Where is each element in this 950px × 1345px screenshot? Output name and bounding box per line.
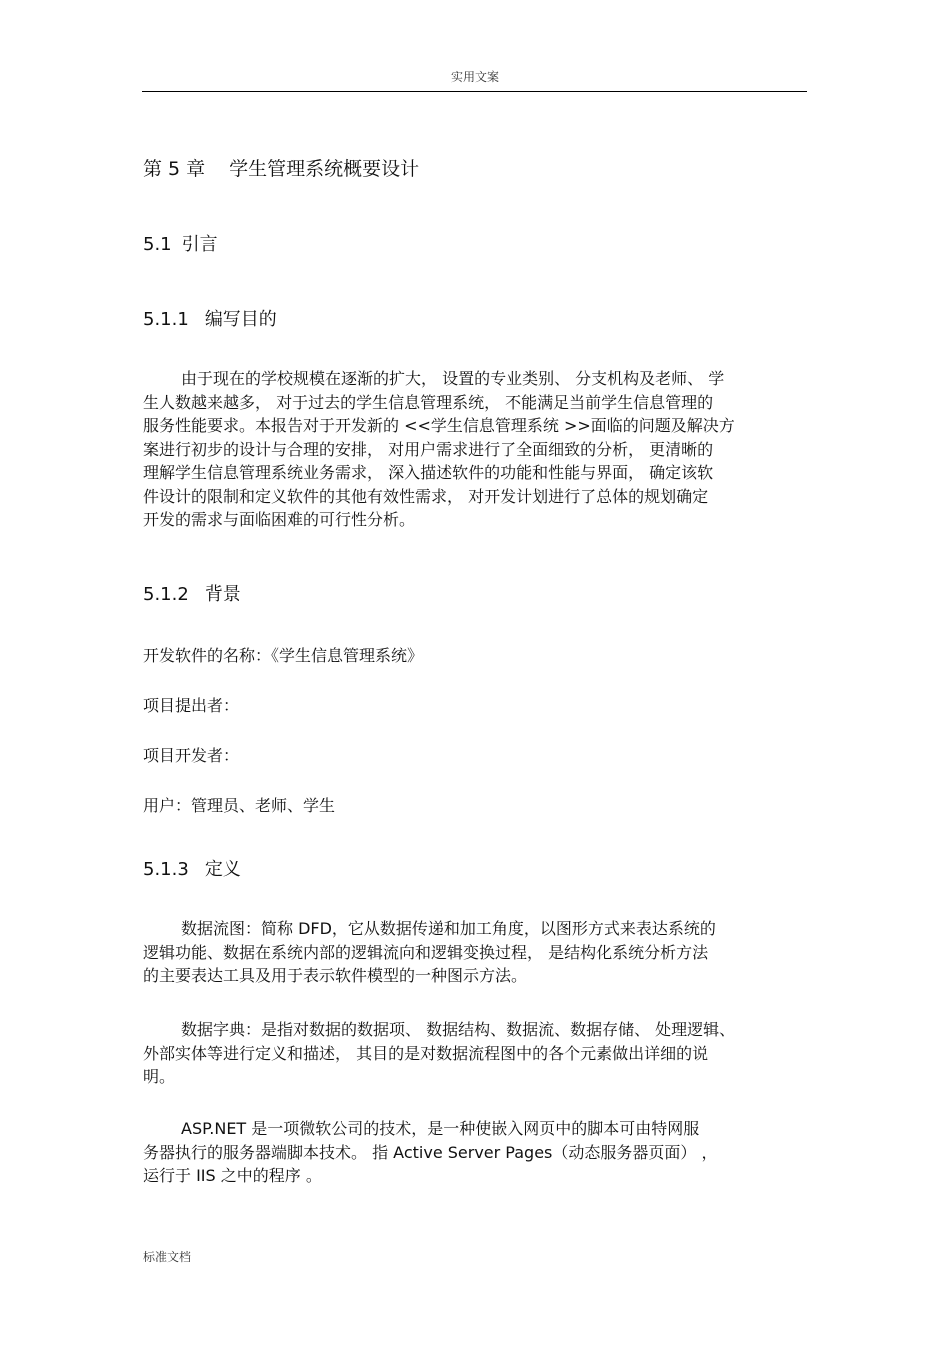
proposer-field: 项目提出者： [143,696,240,715]
paragraph-line: 的主要表达工具及用于表示软件模型的一种图示方法。 [143,966,528,985]
paragraph-line: 数据流图：简称 DFD，它从数据传递和加工角度，以图形方式来表达系统的 [181,919,716,938]
paragraph-line: 开发的需求与面临困难的可行性分析。 [143,510,416,529]
aspnet-definition [143,1117,807,1188]
paragraph-line: 逻辑功能、数据在系统内部的逻辑流向和逻辑变换过程， 是结构化系统分析方法 [143,942,709,962]
data-dictionary-definition [143,1018,807,1089]
section-title: 定义 [204,859,241,880]
section-number: 5.1.1 [143,309,189,330]
section-title: 背景 [204,584,241,605]
section-number: 5.1 [143,234,172,255]
chapter-number: 第 5 章 [143,158,206,180]
dfd-definition [143,917,807,988]
page-footer: 标准文档 [143,1250,192,1264]
paragraph-line: 服务性能要求。本报告对于开发新的 <<学生信息管理系统 >>面临的问题及解决方 [143,416,735,435]
header-rule [142,91,807,92]
developer-field: 项目开发者： [143,746,240,765]
paragraph-line: 务器执行的服务器端脚本技术。 指 Active Server Pages（动态服务器页面） ， [143,1142,718,1162]
section-title: 编写目的 [204,309,277,330]
section-heading-5-1-3 [143,855,241,881]
paragraph-line: 生人数越来越多， 对于过去的学生信息管理系统， 不能满足当前学生信息管理的 [143,392,714,412]
paragraph-line: 件设计的限制和定义软件的其他有效性需求， 对开发计划进行了总体的规划确定 [143,486,709,506]
chapter-title: 学生管理系统概要设计 [229,158,420,180]
paragraph-line: 明。 [143,1067,176,1086]
chapter-heading [143,154,419,181]
purpose-paragraph [143,367,807,532]
paragraph-line: 数据字典：是指对数据的数据项、 数据结构、数据流、数据存储、 处理逻辑、 [181,1020,736,1039]
paragraph-line: 案进行初步的设计与合理的安排， 对用户需求进行了全面细致的分析， 更清晰的 [143,439,714,459]
paragraph-line: 运行于 IIS 之中的程序 。 [143,1166,322,1185]
software-name-field: 开发软件的名称：《学生信息管理系统》 [143,646,424,665]
paragraph-line: 由于现在的学校规模在逐渐的扩大， 设置的专业类别、 分支机构及老师、 学 [181,369,725,388]
section-number: 5.1.3 [143,859,189,880]
page-header: 实用文案 [450,70,499,84]
section-title: 引言 [181,234,218,255]
paragraph-line: ASP.NET 是一项微软公司的技术，是一种使嵌入网页中的脚本可由特网服 [181,1119,700,1138]
section-heading-5-1-2 [143,580,241,606]
section-heading-5-1-1 [143,305,277,331]
paragraph-line: 理解学生信息管理系统业务需求， 深入描述软件的功能和性能与界面， 确定该软 [143,463,714,482]
section-heading-5-1 [143,230,218,256]
users-field: 用户：管理员、老师、学生 [143,796,336,815]
paragraph-line: 外部实体等进行定义和描述， 其目的是对数据流程图中的各个元素做出详细的说 [143,1043,709,1063]
section-number: 5.1.2 [143,584,189,605]
